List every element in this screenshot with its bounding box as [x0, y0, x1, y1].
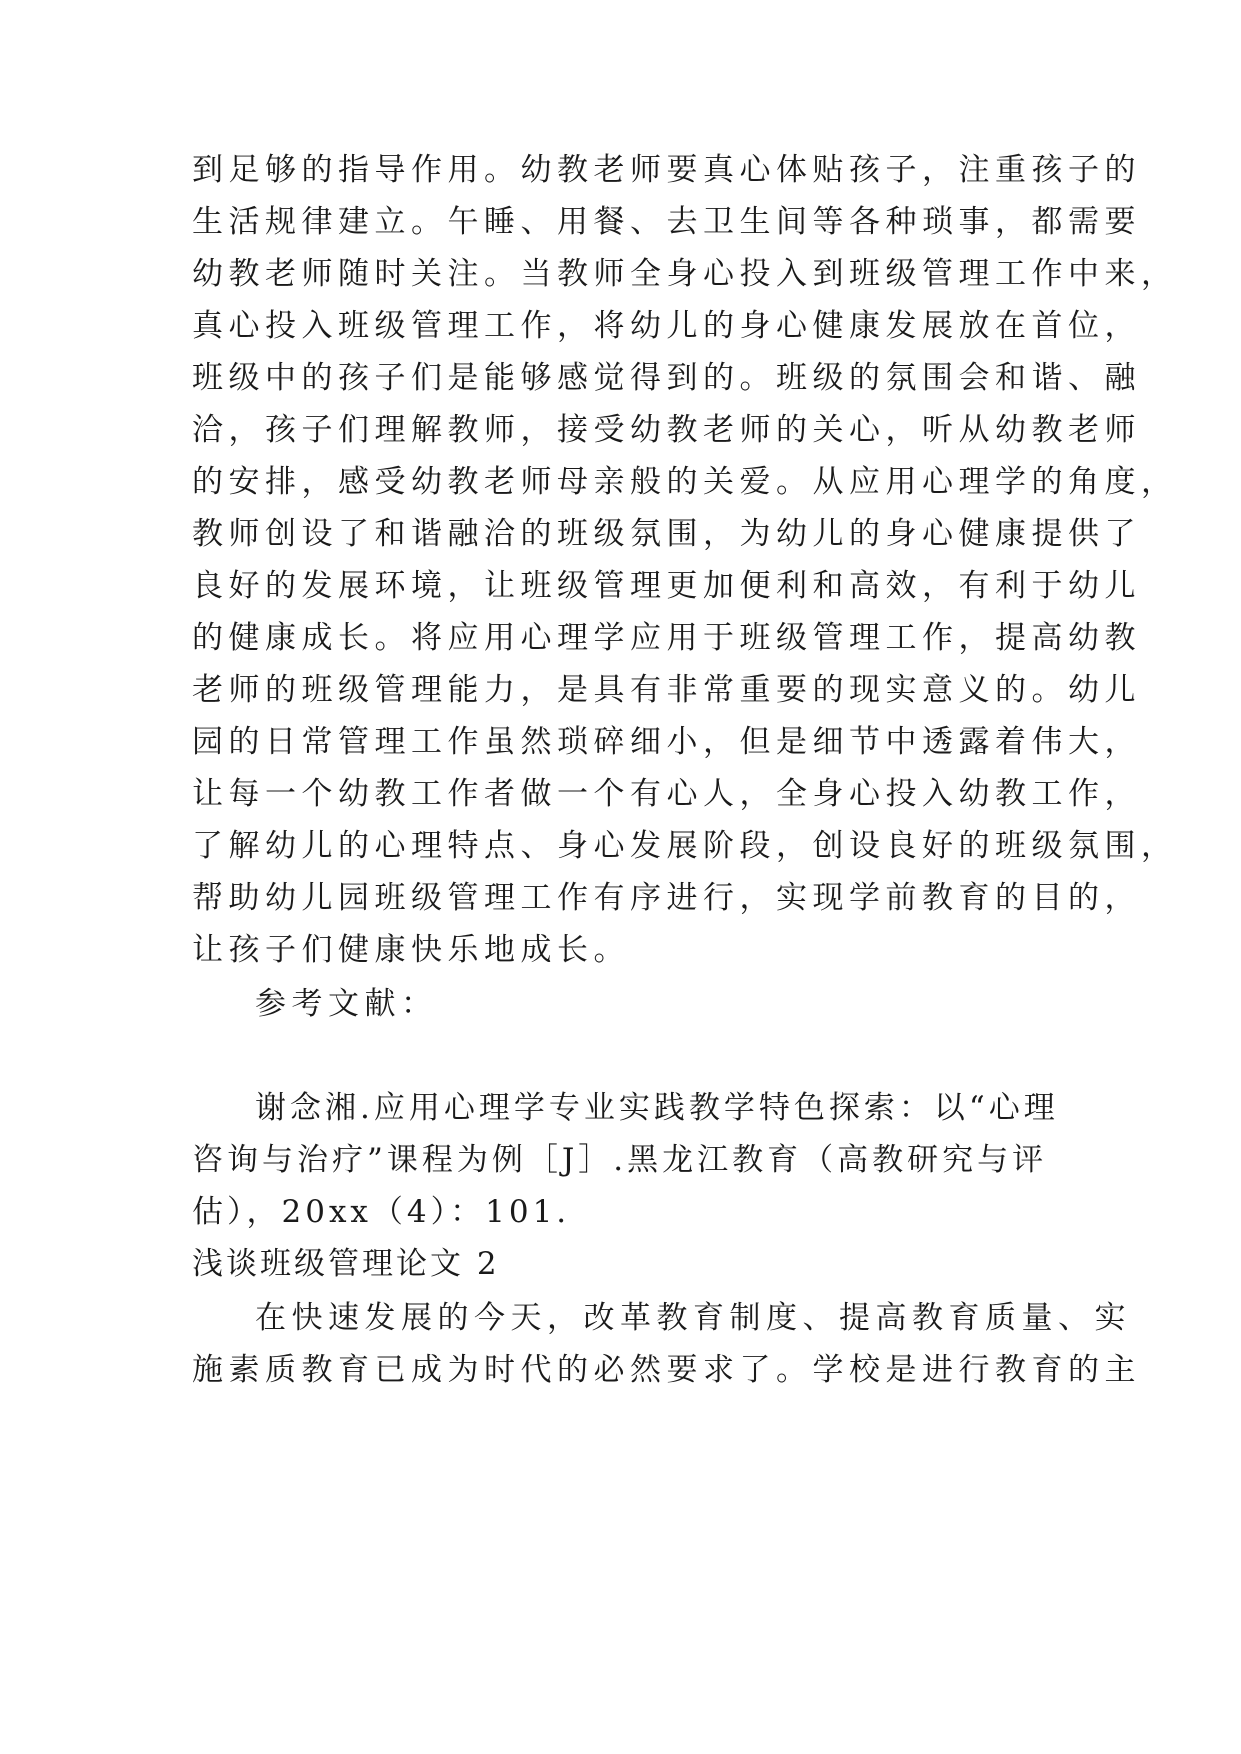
body-line: 让孩子们健康快乐地成长。	[192, 932, 630, 968]
body-line: 了解幼儿的心理特点、身心发展阶段，创设良好的班级氛围，	[192, 828, 1178, 864]
body-line: 洽，孩子们理解教师，接受幼教老师的关心，听从幼教老师	[192, 412, 1141, 448]
section-title: 浅谈班级管理论文 2	[192, 1246, 500, 1282]
reference-line: 谢念湘.应用心理学专业实践教学特色探索：以“心理	[255, 1090, 1059, 1126]
references-heading: 参考文献：	[255, 986, 438, 1022]
reference-line: 咨询与治疗”课程为例［J］.黑龙江教育（高教研究与评	[192, 1142, 1048, 1178]
body-line: 良好的发展环境，让班级管理更加便利和高效，有利于幼儿	[192, 568, 1141, 604]
reference-line: 估），20xx（4）：101.	[192, 1194, 571, 1230]
section-line: 施素质教育已成为时代的必然要求了。学校是进行教育的主	[192, 1352, 1141, 1388]
body-line: 的安排，感受幼教老师母亲般的关爱。从应用心理学的角度，	[192, 464, 1178, 500]
body-line: 帮助幼儿园班级管理工作有序进行，实现学前教育的目的，	[192, 880, 1141, 916]
body-line: 让每一个幼教工作者做一个有心人，全身心投入幼教工作，	[192, 776, 1141, 812]
body-line: 班级中的孩子们是能够感觉得到的。班级的氛围会和谐、融	[192, 360, 1141, 396]
body-line: 老师的班级管理能力，是具有非常重要的现实意义的。幼儿	[192, 672, 1141, 708]
body-line: 真心投入班级管理工作，将幼儿的身心健康发展放在首位，	[192, 308, 1141, 344]
body-line: 园的日常管理工作虽然琐碎细小，但是细节中透露着伟大，	[192, 724, 1141, 760]
body-line: 生活规律建立。午睡、用餐、去卫生间等各种琐事，都需要	[192, 204, 1141, 240]
section-line: 在快速发展的今天，改革教育制度、提高教育质量、实	[255, 1300, 1131, 1336]
body-line: 到足够的指导作用。幼教老师要真心体贴孩子，注重孩子的	[192, 152, 1141, 188]
body-line: 教师创设了和谐融洽的班级氛围，为幼儿的身心健康提供了	[192, 516, 1141, 552]
body-line: 的健康成长。将应用心理学应用于班级管理工作，提高幼教	[192, 620, 1141, 656]
body-line: 幼教老师随时关注。当教师全身心投入到班级管理工作中来，	[192, 256, 1178, 292]
